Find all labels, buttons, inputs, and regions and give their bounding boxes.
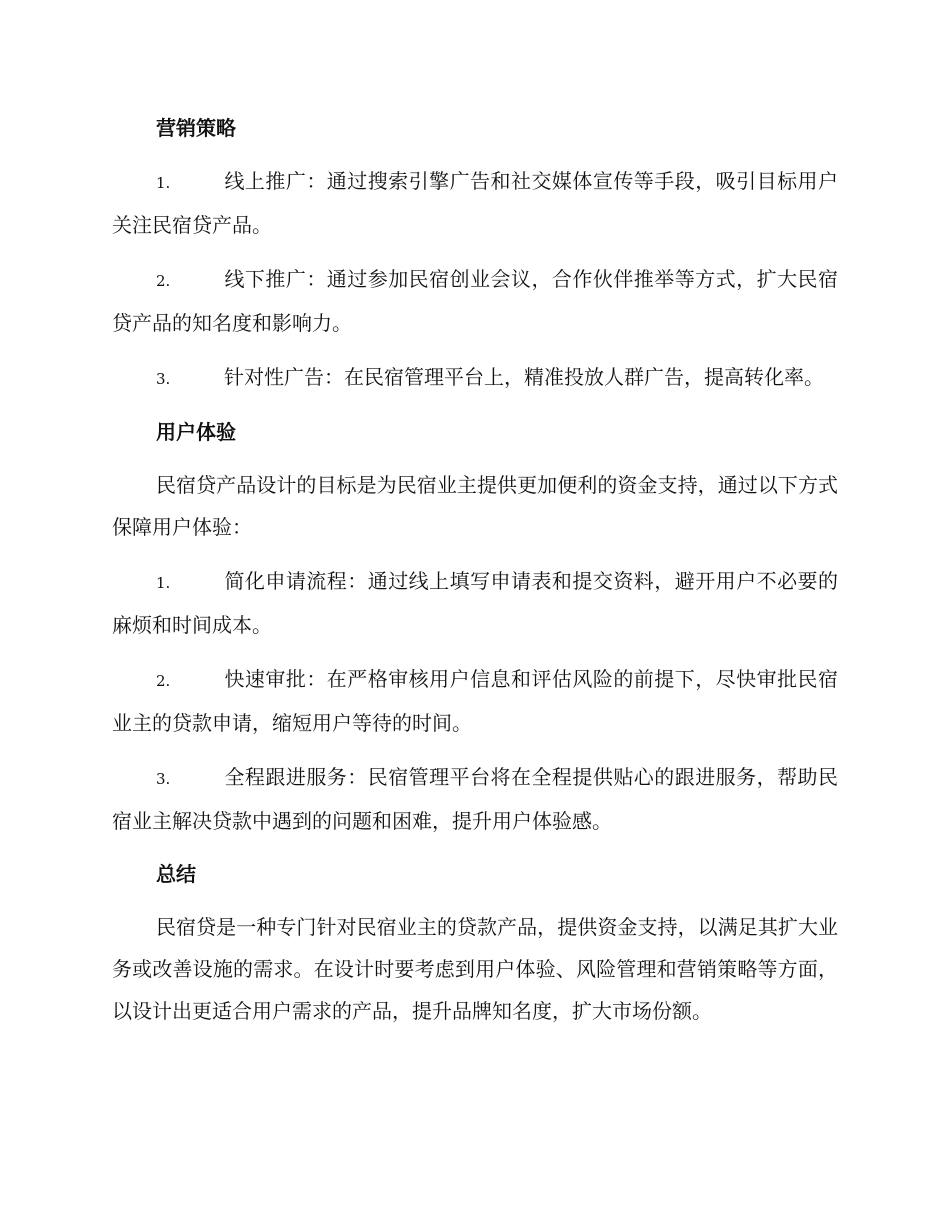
list-item xyxy=(112,756,838,842)
list-number: 1. xyxy=(156,174,171,192)
list-number: 2. xyxy=(156,672,171,690)
list-number: 1. xyxy=(156,574,171,592)
list-item-text: 快速审批：在严格审核用户信息和评估风险的前提下，尽快审批民宿业主的贷款申请，缩短用户等待的时间。 xyxy=(112,667,838,735)
document-page xyxy=(112,108,838,1044)
list-number: 3. xyxy=(156,370,171,388)
list-item-text: 线上推广：通过搜索引擎广告和社交媒体宣传等手段，吸引目标用户关注民宿贷产品。 xyxy=(112,169,838,237)
list-item xyxy=(112,258,838,344)
list-item xyxy=(112,160,838,246)
section-intro-paragraph: 民宿贷产品设计的目标是为民宿业主提供更加便利的资金支持，通过以下方式保障用户体验： xyxy=(112,473,838,539)
list-number: 3. xyxy=(156,770,171,788)
list-item-text: 针对性广告：在民宿管理平台上，精准投放人群广告，提高转化率。 xyxy=(224,365,824,389)
list-item xyxy=(112,560,838,646)
summary-paragraph: 民宿贷是一种专门针对民宿业主的贷款产品，提供资金支持，以满足其扩大业务或改善设施的需求。在设计时要考虑到用户体验、风险管理和营销策略等方面，以设计出更适合用户需求的产品，提升品牌知名度，扩大市场份额。 xyxy=(112,915,838,1023)
section-heading-marketing: 营销策略 xyxy=(156,116,236,140)
list-item-text: 全程跟进服务：民宿管理平台将在全程提供贴心的跟进服务，帮助民宿业主解决贷款中遇到的问题和困难，提升用户体验感。 xyxy=(112,765,838,833)
list-item xyxy=(112,658,838,744)
list-item-text: 简化申请流程：通过线上填写申请表和提交资料，避开用户不必要的麻烦和时间成本。 xyxy=(112,569,838,637)
section-heading-summary: 总结 xyxy=(156,862,196,886)
section-heading-user-experience: 用户体验 xyxy=(156,420,236,444)
list-number: 2. xyxy=(156,272,171,290)
list-item-text: 线下推广：通过参加民宿创业会议，合作伙伴推举等方式，扩大民宿贷产品的知名度和影响力。 xyxy=(112,267,838,335)
list-item xyxy=(112,356,838,400)
